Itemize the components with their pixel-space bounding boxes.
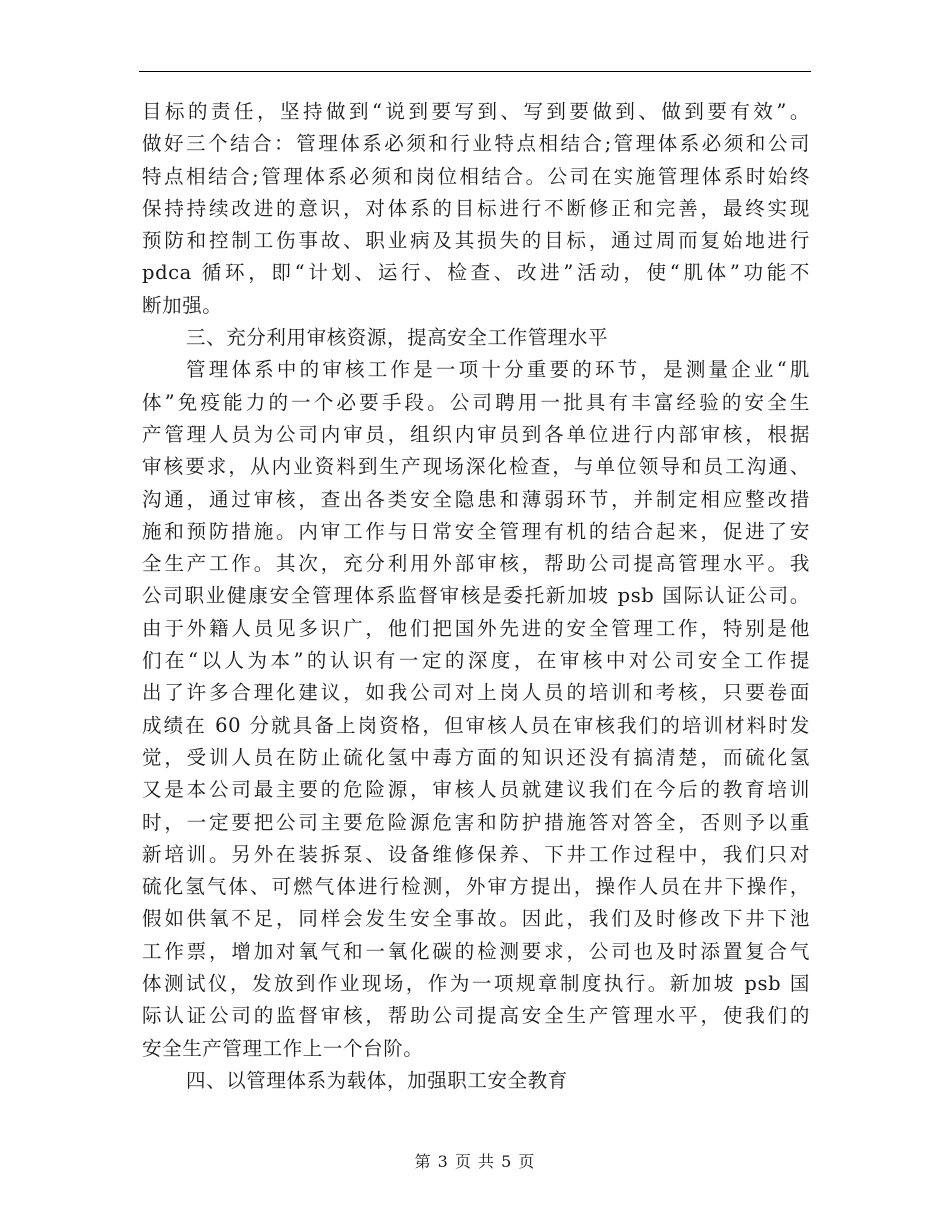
text-line: 体”免疫能力的一个必要手段。公司聘用一批具有丰富经验的安全生 — [142, 390, 810, 414]
text-line: 们在“以人为本”的认识有一定的深度，在审核中对公司安全工作提 — [142, 649, 810, 673]
text-line: 又是本公司最主要的危险源，审核人员就建议我们在今后的教育培训 — [142, 778, 810, 802]
text-line: 做好三个结合：管理体系必须和行业特点相结合;管理体系必须和公司 — [142, 132, 810, 156]
text-line: 目标的责任，坚持做到“说到要写到、写到要做到、做到要有效”。 — [142, 100, 810, 123]
text-line: 全生产工作。其次，充分利用外部审核，帮助公司提高管理水平。我 — [142, 552, 810, 576]
header-rule — [139, 71, 811, 72]
text-line: 特点相结合;管理体系必须和岗位相结合。公司在实施管理体系时始终 — [142, 164, 810, 188]
text-line: 际认证公司的监督审核，帮助公司提高安全生产管理水平，使我们的 — [142, 1004, 810, 1028]
text-line: 工作票，增加对氧气和一氧化碳的检测要求，公司也及时添置复合气 — [142, 939, 810, 963]
text-line: 产管理人员为公司内审员，组织内审员到各单位进行内部审核，根据 — [142, 422, 810, 446]
text-line: 三、充分利用审核资源，提高安全工作管理水平 — [186, 326, 609, 350]
body-text — [142, 96, 810, 1097]
text-line: 保持持续改进的意识，对体系的目标进行不断修正和完善，最终实现 — [142, 196, 810, 220]
text-line: 假如供氧不足，同样会发生安全事故。因此，我们及时修改下井下池 — [142, 907, 810, 931]
text-line: 出了许多合理化建议，如我公司对上岗人员的培训和考核，只要卷面 — [142, 681, 810, 705]
text-line: 审核要求，从内业资料到生产现场深化检查，与单位领导和员工沟通、 — [142, 455, 810, 479]
text-line: 成绩在 60 分就具备上岗资格，但审核人员在审核我们的培训材料时发 — [142, 713, 810, 737]
text-line: 沟通，通过审核，查出各类安全隐患和薄弱环节，并制定相应整改措 — [142, 487, 810, 511]
text-line: 预防和控制工伤事故、职业病及其损失的目标，通过周而复始地进行 — [142, 229, 810, 253]
text-line: 新培训。另外在装拆泵、设备维修保养、下井工作过程中，我们只对 — [142, 842, 810, 866]
text-line: 时，一定要把公司主要危险源危害和防护措施答对答全，否则予以重 — [142, 810, 810, 834]
text-line: 由于外籍人员见多识广，他们把国外先进的安全管理工作，特别是他 — [142, 616, 810, 640]
text-line: 硫化氢气体、可燃气体进行检测，外审方提出，操作人员在井下操作， — [142, 875, 810, 899]
text-line: pdca 循环，即“计划、运行、检查、改进”活动，使“肌体”功能不 — [142, 261, 810, 285]
text-line: 体测试仪，发放到作业现场，作为一项规章制度执行。新加坡 psb 国 — [142, 972, 810, 996]
text-line: 安全生产管理工作上一个台阶。 — [142, 1036, 424, 1060]
text-line: 施和预防措施。内审工作与日常安全管理有机的结合起来，促进了安 — [142, 519, 810, 543]
text-line: 公司职业健康安全管理体系监督审核是委托新加坡 psb 国际认证公司。 — [142, 584, 810, 608]
page-footer: 第 3 页 共 5 页 — [414, 1152, 536, 1171]
text-line: 四、以管理体系为载体，加强职工安全教育 — [186, 1068, 568, 1092]
text-line: 管理体系中的审核工作是一项十分重要的环节，是测量企业“肌 — [186, 358, 810, 382]
text-line: 觉，受训人员在防止硫化氢中毒方面的知识还没有搞清楚，而硫化氢 — [142, 745, 810, 769]
text-line: 断加强。 — [142, 293, 223, 317]
